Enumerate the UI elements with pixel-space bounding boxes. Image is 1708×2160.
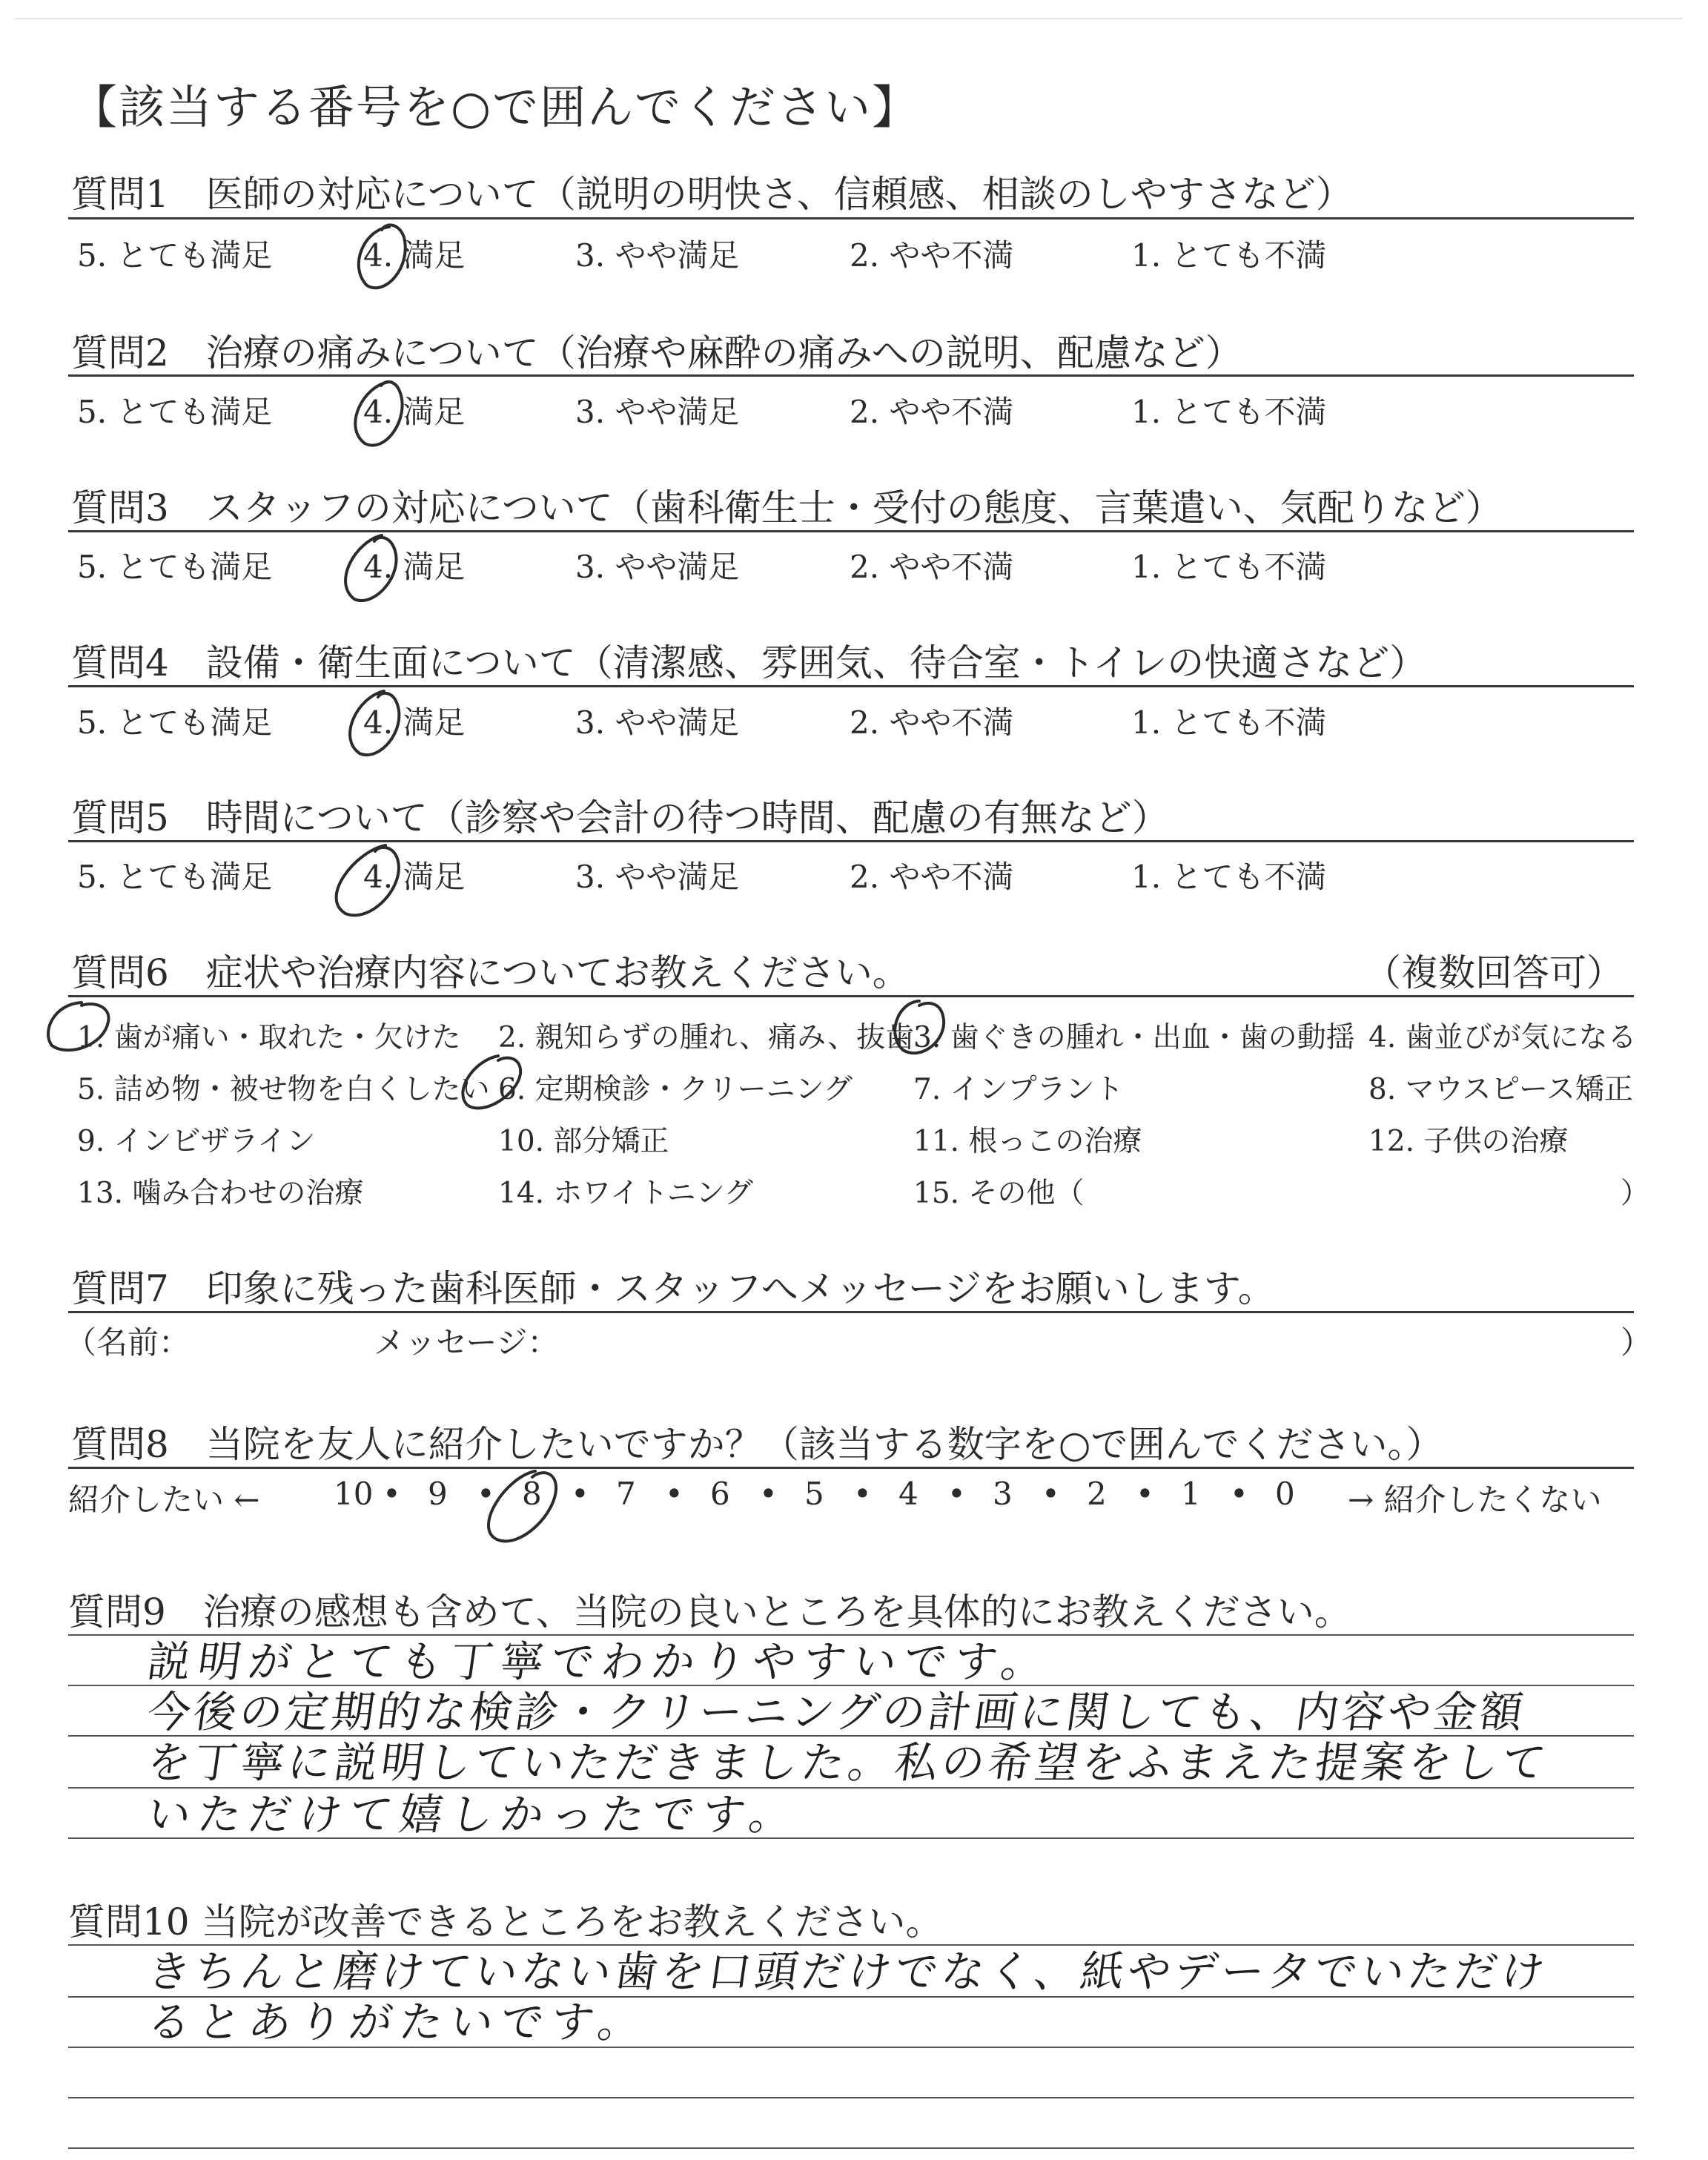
q6-option-9[interactable]: 9. インビザライン: [77, 1125, 316, 1158]
page-heading: 【該当する番号を○で囲んでください】: [71, 80, 920, 134]
q3-option-5[interactable]: 5. とても満足: [77, 549, 273, 585]
q10-answer-line-1: きちんと磨けていない歯を口頭だけでなく、紙やデータでいただけ: [144, 1946, 1552, 1997]
q7-name-label: （名前：: [65, 1324, 191, 1361]
question-4-rule: [68, 685, 1634, 687]
question-8-rule: [68, 1467, 1634, 1469]
q6-option-15[interactable]: 15. その他（: [913, 1177, 1085, 1210]
q4-option-1[interactable]: 1. とても不満: [1131, 704, 1327, 741]
q8-scale-10[interactable]: 10: [334, 1476, 374, 1512]
q9-answer-line-3: を丁寧に説明していただきました。私の希望をふまえた提案をして: [144, 1737, 1553, 1788]
q9-answer-line-2: 今後の定期的な検診・クリーニングの計画に関しても、内容や金額: [144, 1687, 1529, 1737]
q6-option-2[interactable]: 2. 親知らずの腫れ、痛み、抜歯: [498, 1021, 915, 1054]
q8-scale-separator: •: [853, 1476, 872, 1512]
question-5-title: 質問5 時間について（診察や会計の待つ時間、配慮の有無など）: [71, 796, 1169, 839]
q3-option-2[interactable]: 2. やや不満: [850, 549, 1014, 585]
q6-option-8[interactable]: 8. マウスピース矯正: [1368, 1073, 1633, 1106]
question-1-rule: [68, 217, 1634, 219]
q8-scale-separator: •: [1042, 1476, 1060, 1512]
q6-other-close: ）: [1621, 1177, 1650, 1210]
q9-answer-line-1: 説明がとても丁寧でわかりやすいです。: [144, 1636, 1056, 1687]
q1-option-2[interactable]: 2. やや不満: [850, 237, 1014, 274]
q2-option-1[interactable]: 1. とても不満: [1131, 394, 1327, 430]
q8-scale-1[interactable]: 1: [1181, 1476, 1201, 1512]
q3-option-1[interactable]: 1. とても不満: [1131, 549, 1327, 585]
q6-option-10[interactable]: 10. 部分矯正: [498, 1125, 669, 1158]
q3-option-3[interactable]: 3. やや満足: [575, 549, 740, 585]
q10-rule-5: [68, 2147, 1634, 2149]
question-1-title: 質問1 医師の対応について（説明の明快さ、信頼感、相談のしやすさなど）: [71, 173, 1353, 216]
q6-option-14[interactable]: 14. ホワイトニング: [498, 1177, 753, 1210]
q6-option-12[interactable]: 12. 子供の治療: [1368, 1125, 1569, 1158]
question-10-title: 質問10 当院が改善できるところをお教えください。: [68, 1900, 943, 1943]
q8-scale-separator: •: [1136, 1476, 1154, 1512]
question-9-title: 質問9 治療の感想も含めて、当院の良いところを具体的にお教えください。: [68, 1591, 1351, 1634]
top-edge-line: [15, 18, 1683, 19]
q8-scale-separator: •: [383, 1476, 401, 1512]
q8-scale-6[interactable]: 6: [710, 1476, 730, 1512]
q6-option-3[interactable]: 3. 歯ぐきの腫れ・出血・歯の動揺: [913, 1021, 1355, 1054]
q2-option-3[interactable]: 3. やや満足: [575, 394, 740, 430]
q6-option-7[interactable]: 7. インプラント: [913, 1073, 1124, 1106]
q6-option-11[interactable]: 11. 根っこの治療: [913, 1125, 1142, 1158]
question-3-rule: [68, 530, 1634, 532]
q2-option-4[interactable]: 4. 満足: [363, 394, 466, 430]
question-2-title: 質問2 治療の痛みについて（治療や麻酔の痛みへの説明、配慮など）: [71, 331, 1242, 374]
question-8-title: 質問8 当院を友人に紹介したいですか？（該当する数字を○で囲んでください。）: [71, 1423, 1443, 1466]
q1-option-5[interactable]: 5. とても満足: [77, 237, 273, 274]
q7-message-label: メッセージ：: [374, 1324, 559, 1361]
q1-option-3[interactable]: 3. やや満足: [575, 237, 740, 274]
q8-scale-separator: •: [759, 1476, 778, 1512]
q6-option-1[interactable]: 1. 歯が痛い・取れた・欠けた: [77, 1021, 461, 1054]
question-7-rule: [68, 1311, 1634, 1313]
q9-answer-line-4: いただけて嬉しかったです。: [144, 1789, 804, 1840]
question-2-rule: [68, 374, 1634, 377]
q8-scale-separator: •: [571, 1476, 589, 1512]
q4-option-5[interactable]: 5. とても満足: [77, 704, 273, 741]
q8-scale-2[interactable]: 2: [1087, 1476, 1107, 1512]
q5-option-1[interactable]: 1. とても不満: [1131, 859, 1327, 895]
q5-option-5[interactable]: 5. とても満足: [77, 859, 273, 895]
q6-option-6[interactable]: 6. 定期検診・クリーニング: [498, 1073, 853, 1106]
q8-scale-4[interactable]: 4: [898, 1476, 918, 1512]
q1-option-4[interactable]: 4. 満足: [363, 237, 466, 274]
q8-scale-separator: •: [665, 1476, 683, 1512]
question-3-title: 質問3 スタッフの対応について（歯科衛生士・受付の態度、言葉遣い、気配りなど）: [71, 486, 1503, 529]
q5-option-4[interactable]: 4. 満足: [363, 859, 466, 895]
q5-option-2[interactable]: 2. やや不満: [850, 859, 1014, 895]
question-5-rule: [68, 840, 1634, 842]
q8-scale-separator: •: [1230, 1476, 1248, 1512]
q8-left-label: 紹介したい ←: [68, 1482, 260, 1518]
q2-option-5[interactable]: 5. とても満足: [77, 394, 273, 430]
q2-option-2[interactable]: 2. やや不満: [850, 394, 1014, 430]
q3-option-4[interactable]: 4. 満足: [363, 549, 466, 585]
q8-scale-8[interactable]: 8: [522, 1476, 542, 1512]
q4-option-4[interactable]: 4. 満足: [363, 704, 466, 741]
q8-scale-5[interactable]: 5: [804, 1476, 824, 1512]
q8-scale-separator: •: [477, 1476, 495, 1512]
q8-scale-9[interactable]: 9: [428, 1476, 448, 1512]
q4-option-3[interactable]: 3. やや満足: [575, 704, 740, 741]
q6-option-4[interactable]: 4. 歯並びが気になる: [1368, 1021, 1637, 1054]
question-4-title: 質問4 設備・衛生面について（清潔感、雰囲気、待合室・トイレの快適さなど）: [71, 641, 1427, 684]
q8-scale-0[interactable]: 0: [1275, 1476, 1295, 1512]
q1-option-1[interactable]: 1. とても不満: [1131, 237, 1327, 274]
q5-option-3[interactable]: 3. やや満足: [575, 859, 740, 895]
question-6-title: 質問6 症状や治療内容についてお教えください。: [71, 951, 910, 994]
question-6-rule: [68, 995, 1634, 997]
q4-option-2[interactable]: 2. やや不満: [850, 704, 1014, 741]
q8-right-label: → 紹介したくない: [1348, 1482, 1602, 1518]
q10-rule-4: [68, 2097, 1634, 2098]
q8-scale-separator: •: [947, 1476, 966, 1512]
q10-answer-line-2: るとありがたいです。: [144, 1997, 652, 2047]
q6-option-13[interactable]: 13. 噛み合わせの治療: [77, 1177, 364, 1210]
q8-scale-7[interactable]: 7: [616, 1476, 636, 1512]
q8-scale-3[interactable]: 3: [993, 1476, 1013, 1512]
q7-close: ）: [1621, 1324, 1652, 1361]
question-6-note: （複数回答可）: [1364, 951, 1623, 994]
question-7-title: 質問7 印象に残った歯科医師・スタッフへメッセージをお願いします。: [71, 1267, 1275, 1310]
q6-option-5[interactable]: 5. 詰め物・被せ物を白くしたい: [77, 1073, 490, 1106]
